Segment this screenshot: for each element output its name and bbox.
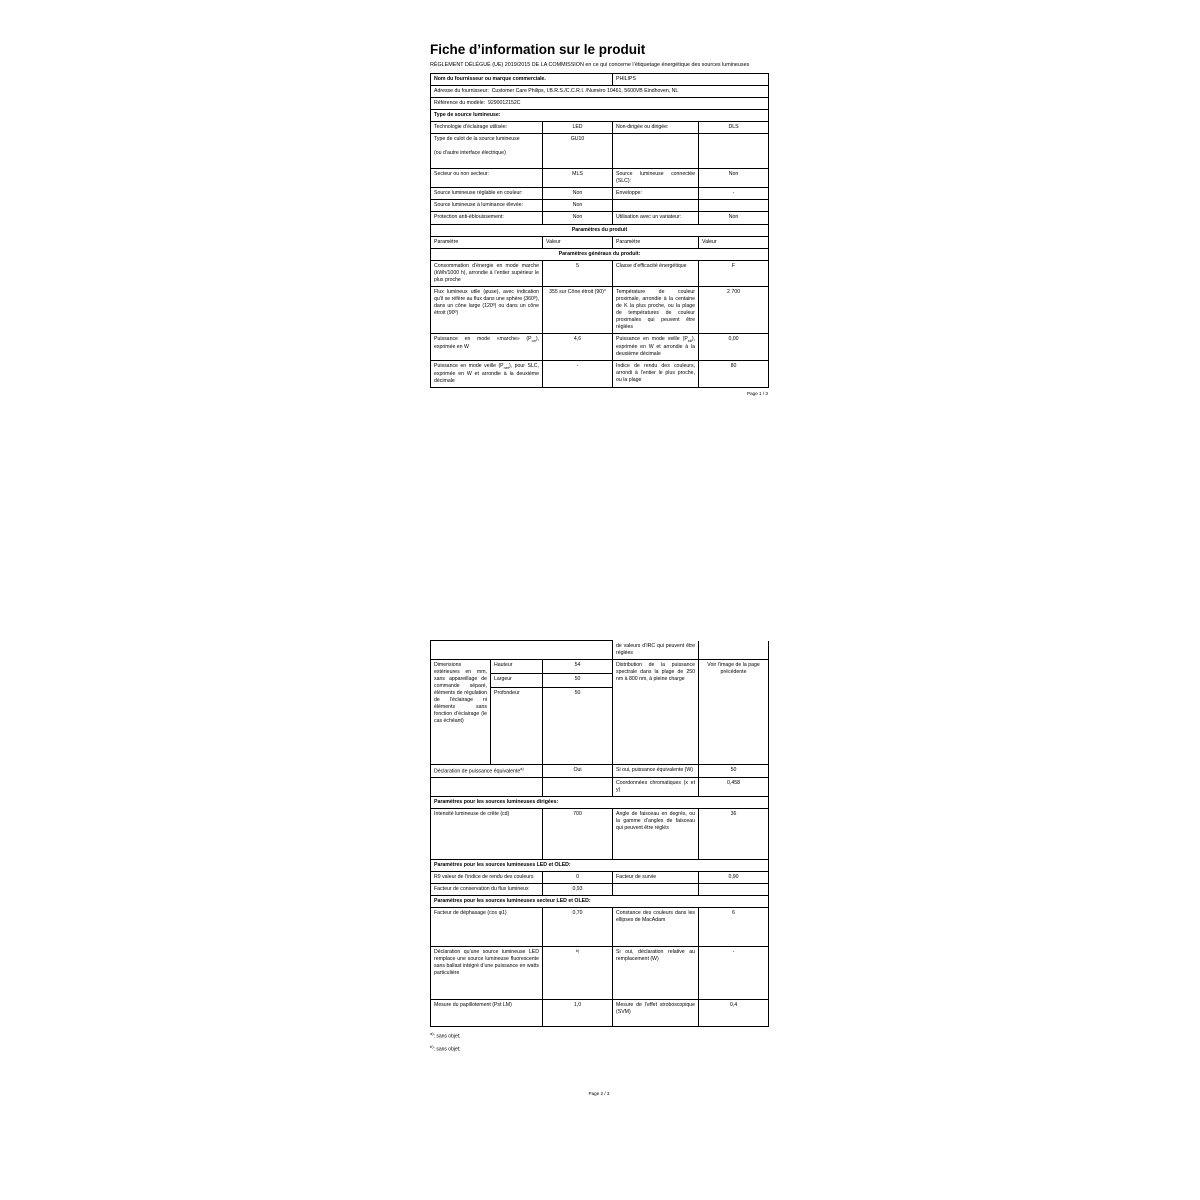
- continuation-label: de valeurs d’IRC qui peuvent être réglées: [613, 641, 699, 660]
- spectral-distribution-value: Voir l’image de la page précédente: [699, 659, 769, 764]
- row-value: 5: [543, 260, 613, 286]
- footnote-a: [430, 1030, 768, 1042]
- equivalence-value: Oui: [543, 764, 613, 778]
- row-label: Source lumineuse réglable en couleur:: [431, 188, 543, 200]
- table-row: [431, 360, 769, 387]
- row-label-2: [613, 200, 699, 212]
- dimension-name: Hauteur: [491, 659, 543, 673]
- supplier-table: [430, 73, 769, 388]
- chromatic-value: 0,458: [699, 778, 769, 797]
- supplier-name-value: PHILIPS: [613, 74, 769, 86]
- row-value: GU10: [543, 134, 613, 169]
- light-source-type-header: Type de source lumineuse:: [431, 110, 769, 122]
- row-label-2: Non-dirigée ou dirigée:: [613, 122, 699, 134]
- row-label: Puissance en mode «marche» $(P_{on})$, exprimée en W: [431, 333, 543, 360]
- row-label-2: Mesure de l’effet stroboscopique (SVM): [613, 1000, 699, 1027]
- row-label-2: Si oui, déclaration relative au remplacement (W): [613, 947, 699, 1000]
- page2-table: [430, 640, 769, 1027]
- row-value-2: [699, 200, 769, 212]
- spectral-distribution-label: Distribution de la puissance spectrale dans la plage de 250 nm à 800 nm, à pleine charge: [613, 659, 699, 764]
- table-row: [431, 260, 769, 286]
- mains-led-oled-section: [431, 896, 769, 908]
- beam-angle-label: Angle de faisceau en degrés, ou la gamme d’angles de faisceau qui peuvent être réglés: [613, 809, 699, 860]
- led-oled-section-header: Paramètres pour les sources lumineuses LED et OLED:: [431, 860, 769, 872]
- general-parameters-header: Paramètres généraux du produit:: [431, 248, 769, 260]
- model-reference-value: 9290012152C: [487, 100, 521, 107]
- row-value-2: 2 700: [699, 286, 769, 333]
- light-source-type-section: [431, 110, 769, 122]
- row-value-2: -: [699, 188, 769, 200]
- general-parameters-section: [431, 248, 769, 260]
- empty-cell: [431, 641, 613, 660]
- footnote-a-text: : sans objet;: [433, 1034, 461, 1041]
- footnote-marker-a: a): [520, 766, 524, 771]
- row-value: [543, 947, 613, 1000]
- row-value-2: -: [699, 947, 769, 1000]
- row-label-2: [613, 884, 699, 896]
- row-value-2: 80: [699, 360, 769, 387]
- row-label: Mesure du papillotement (Pst LM): [431, 1000, 543, 1027]
- supplier-address-label: Adresse du fournisseur:: [434, 88, 489, 95]
- row-value: -: [543, 360, 613, 387]
- table-row: [431, 212, 769, 224]
- equivalence-label: Déclaration de puissance équivalente$^{a)}$: [431, 764, 543, 778]
- table-row: [431, 659, 769, 673]
- row-label: Secteur ou non secteur:: [431, 169, 543, 188]
- table-row: [431, 641, 769, 660]
- row-label: Déclaration qu’une source lumineuse LED remplace une source lumineuse fluorescente sans ballast intégré d’une puissance en watts particulière: [431, 947, 543, 1000]
- supplier-address-value: Customer Care Philips, I.B.R.S./C.C.R.I. /Numéro 10461, 5600VB Eindhoven, NL: [491, 88, 679, 95]
- peak-intensity-value: 700: [543, 809, 613, 860]
- product-information-sheet-1: [430, 42, 768, 396]
- page-2-number: Page 2 / 3: [588, 1090, 610, 1096]
- model-reference-cell: [431, 98, 769, 110]
- directional-section: [431, 797, 769, 809]
- empty-label: [431, 778, 543, 797]
- row-label-2: Puissance en mode veille $(P_{sb})$, exprimée en W et arrondie à la deuxième décimale: [613, 333, 699, 360]
- row-value-2: F: [699, 260, 769, 286]
- row-value-2: 0,4: [699, 1000, 769, 1027]
- row-label: Technologie d’éclairage utilisée:: [431, 122, 543, 134]
- row-label: Consommation d’énergie en mode marche (kWh/1000 h), arrondie à l’entier supérieur le plus proche: [431, 260, 543, 286]
- row-label: R9 valeur de l’indice de rendu des couleurs: [431, 872, 543, 884]
- table-row: [431, 188, 769, 200]
- row-label-2: Indice de rendu des couleurs, arrondi à l’entier le plus proche, ou la plage: [613, 360, 699, 387]
- footnote-marker-b: b): [575, 949, 580, 954]
- row-label: Facteur de déphasage (cos φ1): [431, 908, 543, 947]
- continuation-value: [699, 641, 769, 660]
- row-value: Non: [543, 212, 613, 224]
- dimension-value: 50: [543, 687, 613, 764]
- table-row: [431, 1000, 769, 1027]
- row-value-2: 6: [699, 908, 769, 947]
- table-row: [431, 872, 769, 884]
- dimension-value: 54: [543, 659, 613, 673]
- regulation-subtitle: RÈGLEMENT DÉLÉGUÉ (UE) 2019/2015 DE LA COMMISSION en ce qui concerne l’étiquetage énergétique des sources lumineuses: [430, 61, 750, 68]
- row-value-2: [699, 884, 769, 896]
- table-row: [431, 333, 769, 360]
- table-row: [431, 98, 769, 110]
- row-value-2: [699, 134, 769, 169]
- row-value: MLS: [543, 169, 613, 188]
- row-value: 0,70: [543, 908, 613, 947]
- row-value: 4,6: [543, 333, 613, 360]
- page-title: Fiche d’information sur le produit: [430, 42, 646, 57]
- row-value: 1,0: [543, 1000, 613, 1027]
- row-value: 0,93: [543, 884, 613, 896]
- row-value-2: Non: [699, 212, 769, 224]
- dimension-value: 50: [543, 673, 613, 687]
- row-value-2: Non: [699, 169, 769, 188]
- table-row: [431, 200, 769, 212]
- empty-value: [543, 778, 613, 797]
- equivalence-value-2: 50: [699, 764, 769, 778]
- col-header-value: Valeur: [543, 236, 613, 248]
- dimension-name: Largeur: [491, 673, 543, 687]
- row-label: Facteur de conservation du flux lumineux: [431, 884, 543, 896]
- beam-angle-value: 36: [699, 809, 769, 860]
- table-row: [431, 764, 769, 778]
- product-parameters-section: [431, 224, 769, 236]
- peak-intensity-label: Intensité lumineuse de crête (cd): [431, 809, 543, 860]
- supplier-address-cell: [431, 86, 769, 98]
- row-value: 355 sur Cône étroit (90)°: [543, 286, 613, 333]
- footnotes: [430, 1030, 768, 1054]
- row-label-2: Température de couleur proximale, arrondie à la centaine de K la plus proche, ou la plage de températures de couleur proximales qui peuvent être réglées: [613, 286, 699, 333]
- table-row: [431, 884, 769, 896]
- product-parameters-header: Paramètres du produit: [431, 224, 769, 236]
- table-row: [431, 134, 769, 169]
- row-label: Protection anti-éblouissement:: [431, 212, 543, 224]
- row-value-2: 0,90: [699, 872, 769, 884]
- row-label-2: Utilisation avec un variateur:: [613, 212, 699, 224]
- equivalence-label-2: Si oui, puissance équivalente (W): [613, 764, 699, 778]
- row-label-2: [613, 134, 699, 169]
- directional-section-header: Paramètres pour les sources lumineuses dirigées:: [431, 797, 769, 809]
- footnote-b-text: : sans objet;: [433, 1046, 461, 1053]
- row-label-2: Classe d’efficacité énergétique: [613, 260, 699, 286]
- row-value: Non: [543, 200, 613, 212]
- mains-section-header: Paramètres pour les sources lumineuses secteur LED et OLED:: [431, 896, 769, 908]
- product-information-sheet-2: [430, 640, 768, 1096]
- table-row: [431, 122, 769, 134]
- row-label: Source lumineuse à luminance élevée:: [431, 200, 543, 212]
- footnote-b-mark: b): [430, 1043, 434, 1049]
- row-label-2: Enveloppe:: [613, 188, 699, 200]
- row-value: 0: [543, 872, 613, 884]
- row-value-2: 0,00: [699, 333, 769, 360]
- footnote-a-mark: a): [430, 1031, 434, 1037]
- chromatic-label: Coordonnées chromatiques (x et y): [613, 778, 699, 797]
- footnote-b: [430, 1043, 768, 1055]
- row-label: Flux lumineux utile (φuse), avec indication qu’il se réfère au flux dans une sphère (360º), dans un cône large (120º) ou dans un cône étroit (90º): [431, 286, 543, 333]
- table-row: [431, 86, 769, 98]
- col-header-parameter-2: Paramètre: [613, 236, 699, 248]
- row-label-2: Source lumineuse connectée (SLC):: [613, 169, 699, 188]
- table-row: [431, 169, 769, 188]
- col-header-value-2: Valeur: [699, 236, 769, 248]
- table-row: [431, 809, 769, 860]
- table-row: [431, 74, 769, 86]
- row-label: Puissance en mode veille $(P_{net})$, pour SLC, exprimée en W et arrondie à la deuxième décimale: [431, 360, 543, 387]
- row-label: Type de culot de la source lumineuse (ou d’autre interface électrique): [431, 134, 543, 169]
- page-1-number: Page 1 / 3: [747, 391, 768, 397]
- row-value-2: DLS: [699, 122, 769, 134]
- model-reference-label: Référence du modèle:: [434, 100, 486, 107]
- led-oled-section: [431, 860, 769, 872]
- table-row: [431, 286, 769, 333]
- supplier-name-label: Nom du fournisseur ou marque commerciale.: [431, 74, 613, 86]
- table-row: [431, 908, 769, 947]
- table-row: [431, 947, 769, 1000]
- row-value: Non: [543, 188, 613, 200]
- table-header-row: [431, 236, 769, 248]
- row-value: LED: [543, 122, 613, 134]
- table-row: [431, 778, 769, 797]
- dimensions-label: Dimensions extérieures en mm, sans appareillage de commande séparé, éléments de régulation de l’éclairage ni éléments sans fonction d’éclairage (le cas échéant): [431, 659, 491, 764]
- col-header-parameter: Paramètre: [431, 236, 543, 248]
- dimension-name: Profondeur: [491, 687, 543, 764]
- row-label-2: Constance des couleurs dans les ellipses de MacAdam: [613, 908, 699, 947]
- row-label-2: Facteur de survie: [613, 872, 699, 884]
